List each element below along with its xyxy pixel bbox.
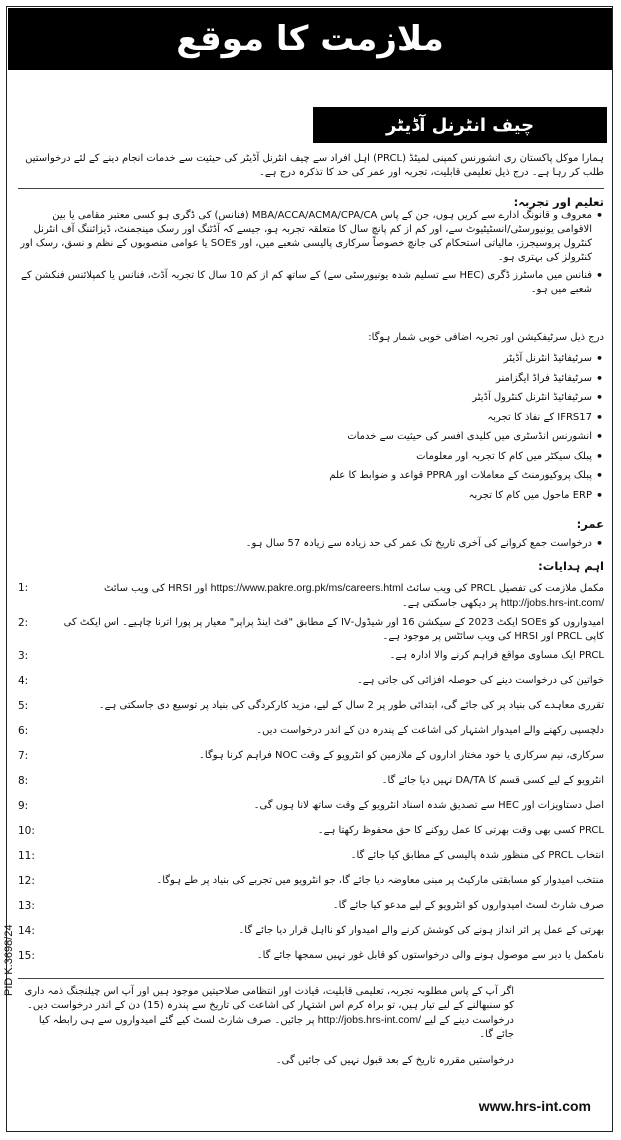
instruction-text: خواتین کی درخواست دینے کی حوصلہ افزائی کی جاتی ہے۔ xyxy=(356,675,604,686)
education-heading: تعلیم اور تجربہ: xyxy=(513,195,604,209)
instruction-item xyxy=(18,749,604,774)
instruction-item xyxy=(18,949,604,974)
list-item: • انشورنس انڈسٹری میں کلیدی افسر کی حیثیت سے خدمات xyxy=(18,427,604,447)
list-item: • IFRS17 کے نفاذ کا تجربہ xyxy=(18,408,604,428)
instruction-text: انٹرویو کے لیے کسی قسم کا DA/TA نہیں دیا جائے گا۔ xyxy=(381,775,604,786)
divider xyxy=(18,188,604,189)
instruction-item xyxy=(18,824,604,849)
instruction-number: 1: xyxy=(18,582,29,594)
closing-text-tail: پر جائیں۔ صرف شارٹ لسٹ کیے گئے امیدواروں سے ہی رابطہ کیا جائے گا۔ xyxy=(38,1015,514,1040)
list-item: • سرٹیفائیڈ انٹرنل آڈیٹر xyxy=(18,349,604,369)
age-heading: عمر: xyxy=(576,517,604,531)
instruction-number: 2: xyxy=(18,617,29,629)
education-list xyxy=(18,209,604,297)
preferred-heading: درج ذیل سرٹیفکیشن اور تجربہ اضافی خوبی شمار ہوگا: xyxy=(368,332,604,343)
list-item: • پبلک پروکیورمنٹ کے معاملات اور PPRA قواعد و ضوابط کا علم xyxy=(18,466,604,486)
instruction-text: تقرری معاہدے کی بنیاد پر کی جائے گی، ابتدائی طور پر 2 سال کے لیے، مزید کارکردگی کی بنیاد پر توسیع دی جاسکتی ہے۔ xyxy=(98,700,604,711)
instruction-text: صرف شارٹ لسٹ امیدواروں کو انٹرویو کے لیے مدعو کیا جائے گا۔ xyxy=(332,900,604,911)
instruction-number: 6: xyxy=(18,725,29,737)
ad-content xyxy=(18,152,604,1068)
instruction-number: 3: xyxy=(18,650,29,662)
hrsi-jobs-link[interactable]: http://jobs.hrs-int.com/ xyxy=(500,597,604,609)
instruction-item xyxy=(18,799,604,824)
instruction-item xyxy=(18,874,604,899)
instruction-text: سرکاری، نیم سرکاری یا خود مختار اداروں کے ملازمین کو انٹرویو کے وقت NOC فراہم کرنا ہوگا۔ xyxy=(199,750,604,761)
instruction-number: 14: xyxy=(18,925,35,937)
instruction-text: نامکمل یا دیر سے موصول ہونے والی درخواستوں کو قابل غور نہیں سمجھا جائے گا۔ xyxy=(256,950,604,961)
instructions-list xyxy=(18,581,604,974)
age-list xyxy=(18,537,604,551)
instruction-number: 8: xyxy=(18,775,29,787)
instruction-number: 10: xyxy=(18,825,35,837)
website-link[interactable]: www.hrs-int.com xyxy=(478,1098,591,1114)
instruction-text: PRCL ایک مساوی مواقع فراہم کرنے والا ادارہ ہے۔ xyxy=(389,650,604,661)
list-item: • معروف و قانونگ ادارے سے کریں ہوں، جن کے پاس MBA/ACCA/ACMA/CPA/CA (فنانس) کی ڈگری ہو کسی معتبر مقامی یا بین الاقوامی یونیورسٹی/انسٹیٹیوٹ سے، اور کم از کم پانچ سال کا متعلقہ تجربہ ہو، جیسے کہ آڈٹنگ اور رسک مینجمنٹ، ڈیزائننگ آف انٹرنل کنٹرول پروسیجرز، مالیاتی استحکام کی جانچ خصوصاً سرکاری پالیسی شعبے میں، اور SOEs یا عوامی منصوبوں کے نظم و نسق، رسک اور کنٹرولز کی بہتری ہو۔ xyxy=(18,209,604,265)
page-title-text: ملازمت کا موقع xyxy=(176,19,444,59)
list-item: • ERP ماحول میں کام کا تجربہ xyxy=(18,486,604,506)
instruction-number: 15: xyxy=(18,950,35,962)
divider xyxy=(18,978,604,979)
instruction-number: 7: xyxy=(18,750,29,762)
list-item: • سرٹیفائیڈ فراڈ ایگزامنر xyxy=(18,369,604,389)
instruction-text: PRCL کسی بھی وقت بھرتی کا عمل روکنے کا حق محفوظ رکھتا ہے۔ xyxy=(317,825,604,836)
instruction-text-part: اور HRSI کی ویب سائٹ xyxy=(103,583,208,594)
instruction-text: منتخب امیدوار کو مسابقتی مارکیٹ پر مبنی معاوضہ دیا جائے گا، جو انٹرویو میں تجربے کی بنیاد پر طے ہوگا۔ xyxy=(156,875,604,886)
instruction-item xyxy=(18,616,604,649)
instruction-number: 12: xyxy=(18,875,35,887)
instruction-text-part: پر دیکھی جاسکتی ہے۔ xyxy=(401,598,498,609)
instruction-item xyxy=(18,649,604,674)
instruction-text: انتخاب PRCL کی منظور شدہ پالیسی کے مطابق کیا جائے گا۔ xyxy=(350,850,604,861)
instruction-item xyxy=(18,581,604,616)
instruction-text: اصل دستاویزات اور HEC سے تصدیق شدہ اسناد انٹرویو کے وقت ساتھ لانا ہوں گی۔ xyxy=(253,800,604,811)
instruction-item xyxy=(18,899,604,924)
pid-number: PID K.3698/24 xyxy=(3,924,15,996)
instruction-number: 11: xyxy=(18,850,35,862)
preferred-list xyxy=(18,349,604,505)
closing-paragraph xyxy=(18,985,604,1042)
instruction-text: دلچسپی رکھنے والے امیدوار اشتہار کی اشاعت کے پندرہ دن کے اندر درخواست دیں۔ xyxy=(256,725,604,736)
list-item: • سرٹیفائیڈ انٹرنل کنٹرول آڈیٹر xyxy=(18,388,604,408)
position-title xyxy=(313,107,607,143)
apply-link[interactable]: http://jobs.hrs-int.com/ xyxy=(317,1014,421,1026)
instruction-item xyxy=(18,774,604,799)
prcl-careers-link[interactable]: https://www.pakre.org.pk/ms/careers.html xyxy=(210,582,404,594)
instruction-item xyxy=(18,724,604,749)
instruction-text xyxy=(44,581,604,611)
instruction-text: بھرتی کے عمل پر اثر انداز ہونے کی کوشش کرنے والے امیدوار کو نااہل قرار دیا جائے گا۔ xyxy=(238,925,604,936)
closing-text: اگر آپ کے پاس مطلوبہ تجربہ، تعلیمی قابلیت، قیادت اور انتظامی صلاحیتیں موجود ہیں اور آپ اس چیلنجنگ ذمہ داری کو سنبھالنے کے لیے تیار ہیں، تو براہ کرم اس اشتہار کی اشاعت کی تاریخ سے پندرہ (15) دن کے اندر درخواست دیں۔ درخواست دینے کے لیے xyxy=(24,986,514,1026)
instruction-item xyxy=(18,849,604,874)
instruction-number: 5: xyxy=(18,700,29,712)
instructions-heading: اہم ہدایات: xyxy=(538,559,604,573)
instruction-item xyxy=(18,699,604,724)
intro-paragraph: ہمارا موکل پاکستان ری انشورنس کمپنی لمیٹڈ (PRCL) اہل افراد سے چیف انٹرنل آڈیٹر کی حیثیت سے خدمات انجام دینے کے لئے درخواستیں طلب کر رہا ہے۔ درج ذیل تعلیمی قابلیت، تجربہ اور عمر کی حد کا تذکرہ درج ہے۔ xyxy=(25,153,604,178)
instruction-item xyxy=(18,674,604,699)
instruction-number: 9: xyxy=(18,800,29,812)
list-item: • درخواست جمع کروانے کی آخری تاریخ تک عمر کی حد زیادہ سے زیادہ 57 سال ہو۔ xyxy=(18,537,604,551)
instruction-text-part: مکمل ملازمت کی تفصیل PRCL کی ویب سائٹ xyxy=(406,583,604,594)
position-title-text: چیف انٹرنل آڈیٹر xyxy=(385,114,535,136)
list-item: • پبلک سیکٹر میں کام کا تجربہ اور معلومات xyxy=(18,447,604,467)
page-title xyxy=(8,8,612,70)
list-item: • فنانس میں ماسٹرز ڈگری (HEC سے تسلیم شدہ یونیورسٹی سے) کے ساتھ کم از کم 10 سال کا تجربہ آڈٹ، فنانس یا کمپلائنس فنکشن کے شعبے میں ہو۔ xyxy=(18,269,604,297)
instruction-text: امیدواروں کو SOEs ایکٹ 2023 کے سیکشن 16 اور شیڈول-IV کے مطابق "فٹ اینڈ پراپر" معیار پر پورا اترنا چاہیے۔ اس ایکٹ کی کاپی PRCL اور HRSI کی ویب سائٹس پر موجود ہے۔ xyxy=(63,617,604,642)
instruction-number: 4: xyxy=(18,675,29,687)
instruction-number: 13: xyxy=(18,900,35,912)
instruction-item xyxy=(18,924,604,949)
deadline-note: درخواستیں مقررہ تاریخ کے بعد قبول نہیں کی جائیں گی۔ xyxy=(275,1055,514,1066)
